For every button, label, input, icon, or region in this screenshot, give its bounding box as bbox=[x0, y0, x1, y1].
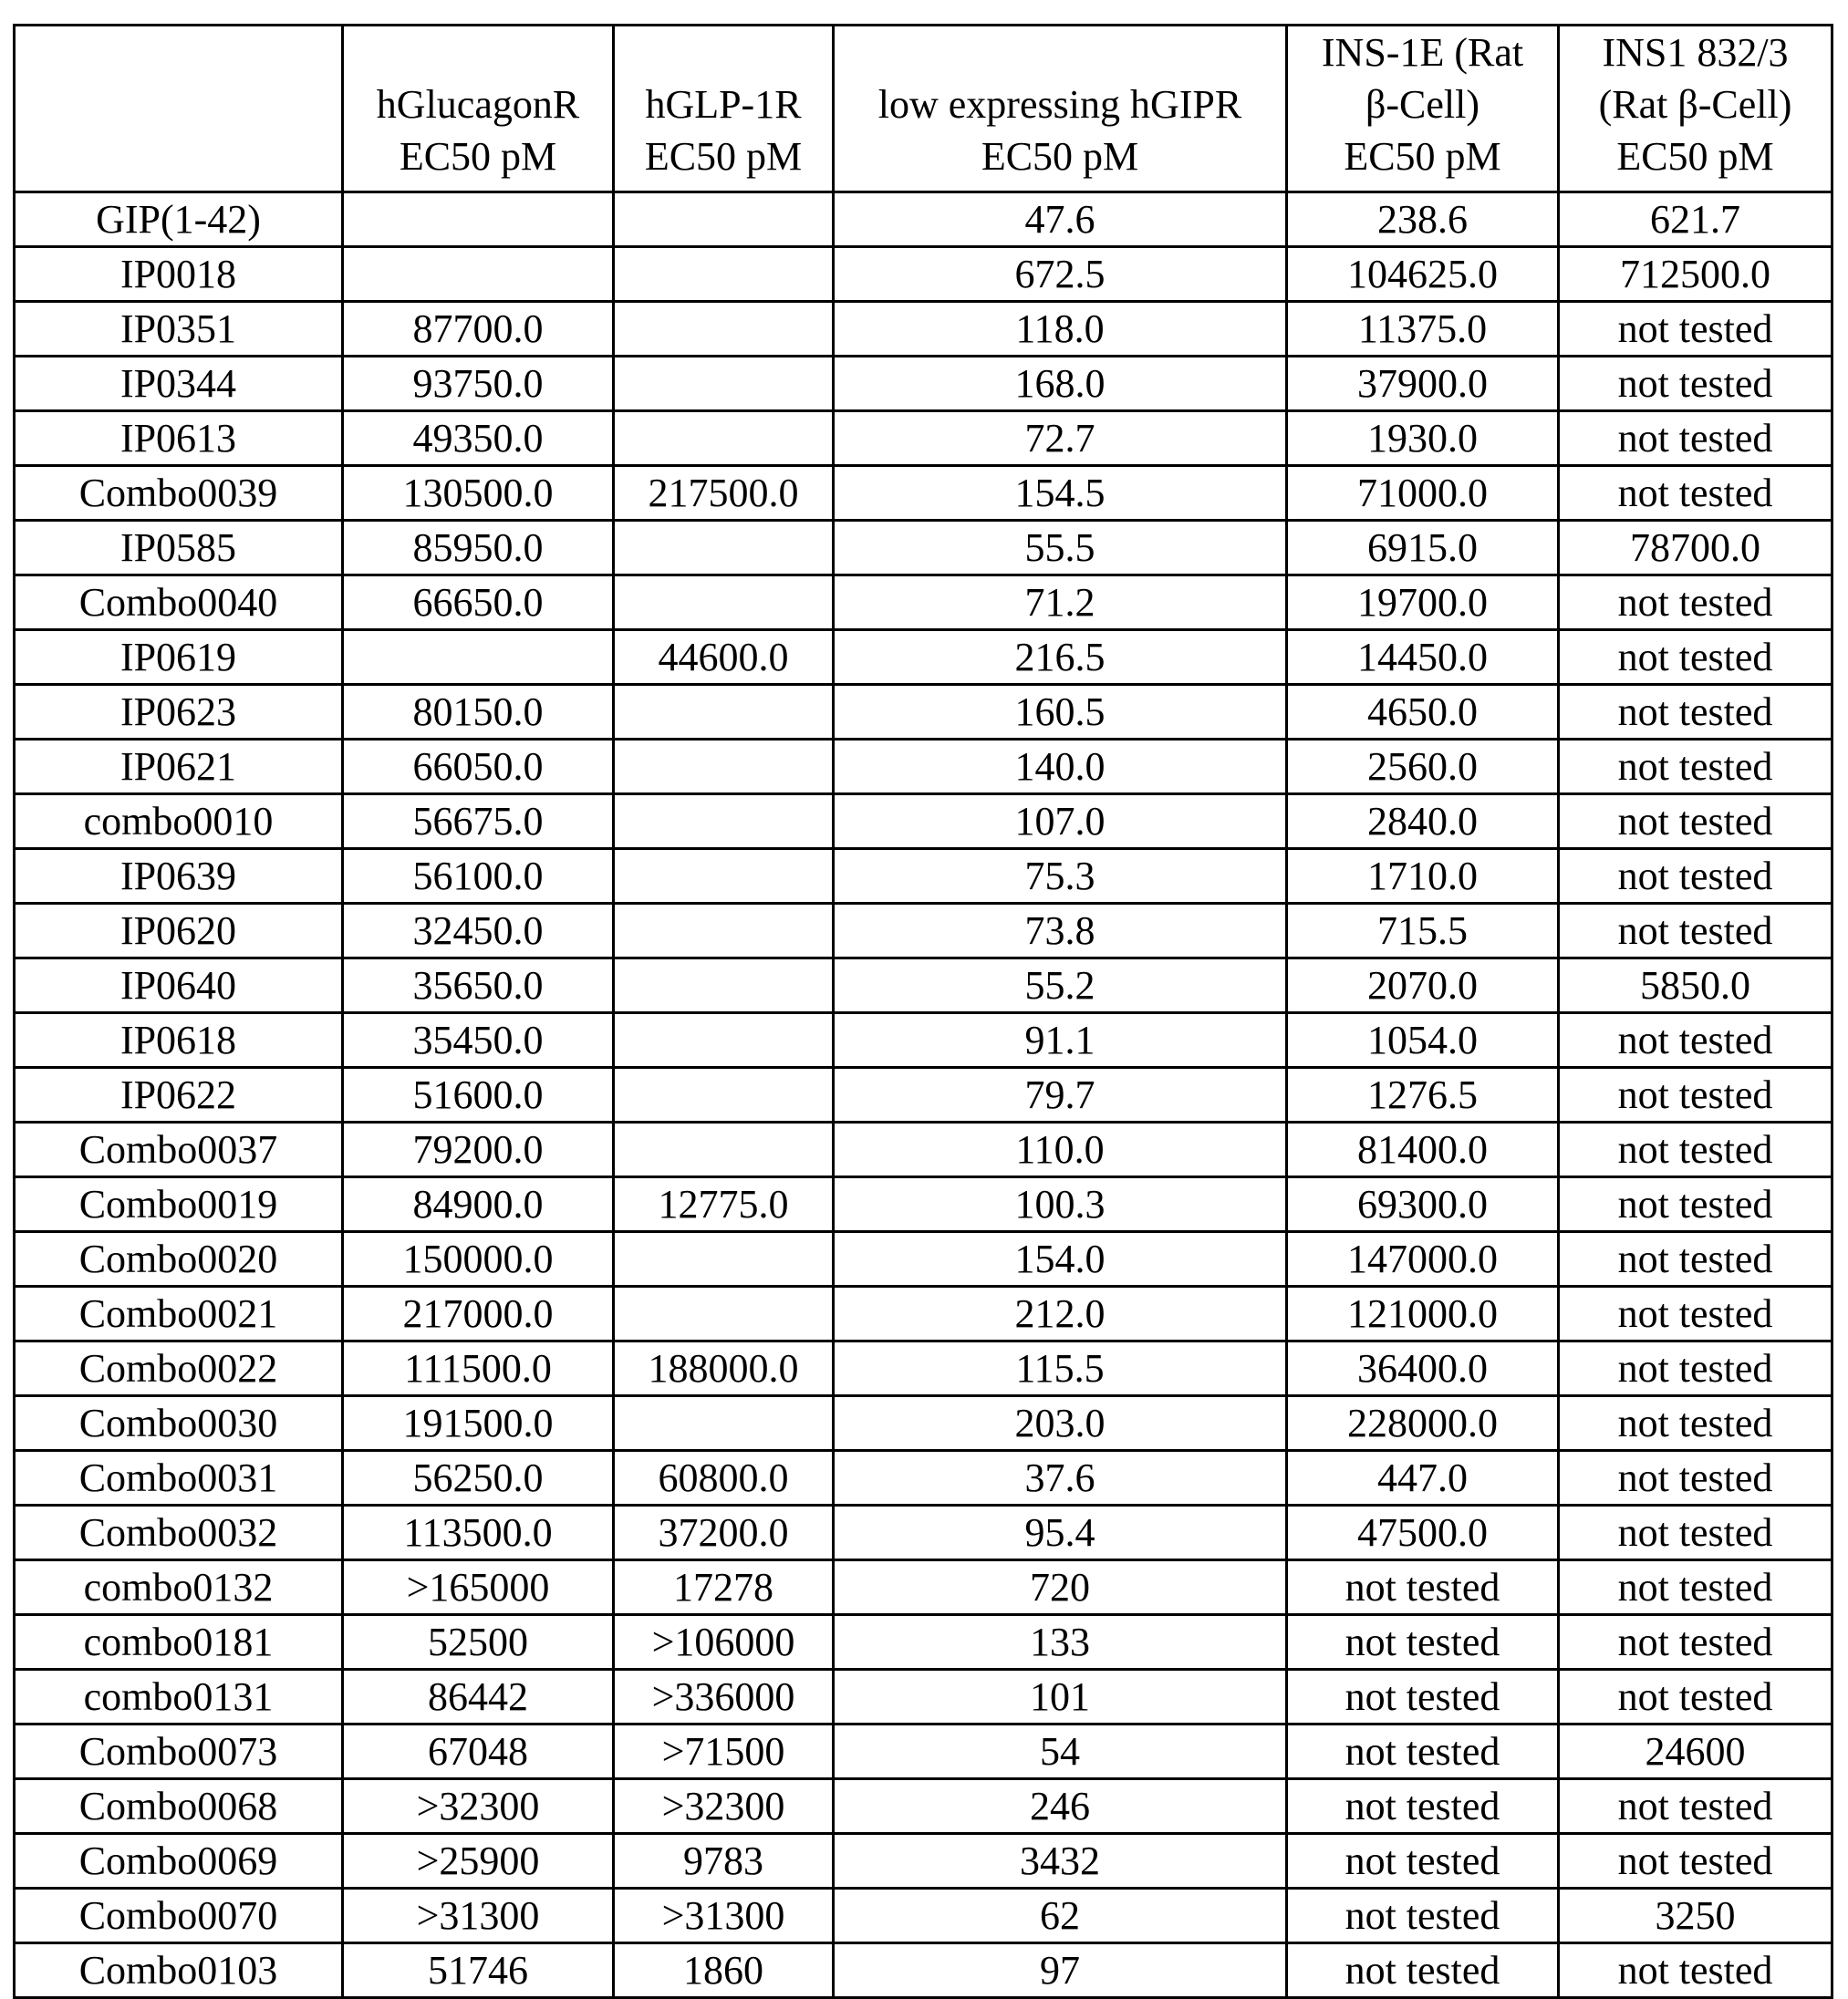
compound-cell: IP0618 bbox=[15, 1012, 343, 1067]
hglucagonr-cell: 150000.0 bbox=[343, 1231, 614, 1286]
low-hgipr-cell: 107.0 bbox=[834, 793, 1287, 848]
table-row bbox=[15, 1395, 1832, 1450]
low-hgipr-cell: 54 bbox=[834, 1724, 1287, 1778]
hglucagonr-cell: 130500.0 bbox=[343, 465, 614, 520]
ins1-832-3-cell: not tested bbox=[1559, 1395, 1832, 1450]
compound-cell: GIP(1-42) bbox=[15, 192, 343, 246]
low-hgipr-cell: 246 bbox=[834, 1778, 1287, 1833]
low-hgipr-cell: 100.3 bbox=[834, 1176, 1287, 1231]
hglp1r-cell: 217500.0 bbox=[614, 465, 834, 520]
low-hgipr-cell: 91.1 bbox=[834, 1012, 1287, 1067]
hglp1r-cell bbox=[614, 520, 834, 575]
compound-cell: IP0018 bbox=[15, 246, 343, 301]
ins1-832-3-cell: not tested bbox=[1559, 1505, 1832, 1559]
hglp1r-cell: >336000 bbox=[614, 1669, 834, 1724]
ins1e-cell: not tested bbox=[1287, 1888, 1559, 1942]
table-row bbox=[15, 684, 1832, 739]
header-line: hGlucagonR bbox=[376, 82, 580, 128]
ins1-832-3-cell: not tested bbox=[1559, 410, 1832, 465]
hglp1r-cell: >106000 bbox=[614, 1614, 834, 1669]
low-hgipr-cell: 154.5 bbox=[834, 465, 1287, 520]
ins1e-cell: 238.6 bbox=[1287, 192, 1559, 246]
hglucagonr-cell: 49350.0 bbox=[343, 410, 614, 465]
low-hgipr-cell: 720 bbox=[834, 1559, 1287, 1614]
ins1-832-3-cell: not tested bbox=[1559, 848, 1832, 903]
low-hgipr-cell: 212.0 bbox=[834, 1286, 1287, 1341]
ec50-table bbox=[13, 24, 1833, 1999]
ins1-832-3-cell: not tested bbox=[1559, 1669, 1832, 1724]
hglucagonr-cell: 67048 bbox=[343, 1724, 614, 1778]
ins1-832-3-cell: 24600 bbox=[1559, 1724, 1832, 1778]
header-compound bbox=[15, 26, 343, 192]
ins1e-cell: 36400.0 bbox=[1287, 1341, 1559, 1395]
compound-cell: Combo0019 bbox=[15, 1176, 343, 1231]
hglp1r-cell bbox=[614, 958, 834, 1012]
header-line: β-Cell) bbox=[1365, 82, 1480, 128]
ins1e-cell: 1710.0 bbox=[1287, 848, 1559, 903]
hglucagonr-cell: 56250.0 bbox=[343, 1450, 614, 1505]
ins1-832-3-cell: not tested bbox=[1559, 1942, 1832, 1997]
ins1-832-3-cell: not tested bbox=[1559, 1833, 1832, 1888]
ins1e-cell: not tested bbox=[1287, 1559, 1559, 1614]
hglp1r-cell: 1860 bbox=[614, 1942, 834, 1997]
ins1e-cell: 1276.5 bbox=[1287, 1067, 1559, 1122]
table-row bbox=[15, 1341, 1832, 1395]
hglucagonr-cell: 87700.0 bbox=[343, 301, 614, 356]
table-row bbox=[15, 1505, 1832, 1559]
table-row bbox=[15, 903, 1832, 958]
table-row bbox=[15, 356, 1832, 410]
hglucagonr-cell: 51600.0 bbox=[343, 1067, 614, 1122]
ins1-832-3-cell: not tested bbox=[1559, 1559, 1832, 1614]
hglp1r-cell: 188000.0 bbox=[614, 1341, 834, 1395]
ins1e-cell: 121000.0 bbox=[1287, 1286, 1559, 1341]
header-low-hgipr-ec50 bbox=[834, 26, 1287, 192]
ins1-832-3-cell: not tested bbox=[1559, 1012, 1832, 1067]
low-hgipr-cell: 95.4 bbox=[834, 1505, 1287, 1559]
ins1-832-3-cell: not tested bbox=[1559, 1286, 1832, 1341]
low-hgipr-cell: 118.0 bbox=[834, 301, 1287, 356]
ins1-832-3-cell: 78700.0 bbox=[1559, 520, 1832, 575]
hglucagonr-cell: 191500.0 bbox=[343, 1395, 614, 1450]
hglp1r-cell bbox=[614, 1122, 834, 1176]
compound-cell: IP0619 bbox=[15, 629, 343, 684]
low-hgipr-cell: 672.5 bbox=[834, 246, 1287, 301]
ins1-832-3-cell: not tested bbox=[1559, 1231, 1832, 1286]
table-row bbox=[15, 1122, 1832, 1176]
table-row bbox=[15, 520, 1832, 575]
compound-cell: Combo0022 bbox=[15, 1341, 343, 1395]
table-row bbox=[15, 301, 1832, 356]
low-hgipr-cell: 154.0 bbox=[834, 1231, 1287, 1286]
table-row bbox=[15, 465, 1832, 520]
hglp1r-cell bbox=[614, 848, 834, 903]
ins1-832-3-cell: not tested bbox=[1559, 1778, 1832, 1833]
ec50-table-container bbox=[13, 24, 1833, 1999]
ins1e-cell: 447.0 bbox=[1287, 1450, 1559, 1505]
low-hgipr-cell: 3432 bbox=[834, 1833, 1287, 1888]
hglp1r-cell bbox=[614, 246, 834, 301]
hglucagonr-cell bbox=[343, 629, 614, 684]
ins1e-cell: 69300.0 bbox=[1287, 1176, 1559, 1231]
table-row bbox=[15, 1942, 1832, 1997]
low-hgipr-cell: 71.2 bbox=[834, 575, 1287, 629]
ins1e-cell: not tested bbox=[1287, 1778, 1559, 1833]
ins1e-cell: 2560.0 bbox=[1287, 739, 1559, 793]
hglucagonr-cell: 79200.0 bbox=[343, 1122, 614, 1176]
ins1-832-3-cell: not tested bbox=[1559, 356, 1832, 410]
hglp1r-cell bbox=[614, 739, 834, 793]
ins1-832-3-cell: 5850.0 bbox=[1559, 958, 1832, 1012]
compound-cell: IP0620 bbox=[15, 903, 343, 958]
hglp1r-cell bbox=[614, 1067, 834, 1122]
ins1-832-3-cell: not tested bbox=[1559, 739, 1832, 793]
hglucagonr-cell: >32300 bbox=[343, 1778, 614, 1833]
table-row bbox=[15, 793, 1832, 848]
table-row bbox=[15, 1833, 1832, 1888]
compound-cell: combo0010 bbox=[15, 793, 343, 848]
ins1e-cell: 11375.0 bbox=[1287, 301, 1559, 356]
hglp1r-cell: 17278 bbox=[614, 1559, 834, 1614]
table-row bbox=[15, 629, 1832, 684]
hglp1r-cell bbox=[614, 793, 834, 848]
low-hgipr-cell: 203.0 bbox=[834, 1395, 1287, 1450]
compound-cell: IP0613 bbox=[15, 410, 343, 465]
header-line: (Rat β-Cell) bbox=[1598, 82, 1792, 128]
table-row bbox=[15, 958, 1832, 1012]
hglp1r-cell: >31300 bbox=[614, 1888, 834, 1942]
ins1-832-3-cell: not tested bbox=[1559, 465, 1832, 520]
table-row bbox=[15, 1176, 1832, 1231]
header-line: EC50 pM bbox=[981, 134, 1139, 180]
header-line: INS-1E (Rat bbox=[1321, 30, 1524, 75]
ins1e-cell: 71000.0 bbox=[1287, 465, 1559, 520]
header-line: EC50 pM bbox=[1616, 134, 1774, 180]
ins1e-cell: 47500.0 bbox=[1287, 1505, 1559, 1559]
low-hgipr-cell: 160.5 bbox=[834, 684, 1287, 739]
table-row bbox=[15, 246, 1832, 301]
compound-cell: Combo0070 bbox=[15, 1888, 343, 1942]
ins1-832-3-cell: not tested bbox=[1559, 793, 1832, 848]
hglp1r-cell bbox=[614, 410, 834, 465]
compound-cell: combo0181 bbox=[15, 1614, 343, 1669]
low-hgipr-cell: 216.5 bbox=[834, 629, 1287, 684]
table-row bbox=[15, 1559, 1832, 1614]
table-row bbox=[15, 1012, 1832, 1067]
ins1e-cell: 1930.0 bbox=[1287, 410, 1559, 465]
hglucagonr-cell: 66650.0 bbox=[343, 575, 614, 629]
header-hglucagonr-ec50 bbox=[343, 26, 614, 192]
low-hgipr-cell: 133 bbox=[834, 1614, 1287, 1669]
low-hgipr-cell: 55.2 bbox=[834, 958, 1287, 1012]
ins1e-cell: 104625.0 bbox=[1287, 246, 1559, 301]
hglucagonr-cell: >31300 bbox=[343, 1888, 614, 1942]
ins1e-cell: not tested bbox=[1287, 1669, 1559, 1724]
table-row bbox=[15, 848, 1832, 903]
ins1-832-3-cell: not tested bbox=[1559, 301, 1832, 356]
compound-cell: Combo0069 bbox=[15, 1833, 343, 1888]
hglucagonr-cell bbox=[343, 192, 614, 246]
ins1e-cell: 228000.0 bbox=[1287, 1395, 1559, 1450]
low-hgipr-cell: 115.5 bbox=[834, 1341, 1287, 1395]
header-line: EC50 pM bbox=[399, 134, 557, 180]
ins1-832-3-cell: not tested bbox=[1559, 629, 1832, 684]
compound-cell: IP0639 bbox=[15, 848, 343, 903]
hglucagonr-cell: 66050.0 bbox=[343, 739, 614, 793]
hglucagonr-cell: 85950.0 bbox=[343, 520, 614, 575]
table-row bbox=[15, 1286, 1832, 1341]
hglucagonr-cell: 35450.0 bbox=[343, 1012, 614, 1067]
compound-cell: combo0131 bbox=[15, 1669, 343, 1724]
hglucagonr-cell: 84900.0 bbox=[343, 1176, 614, 1231]
ins1e-cell: 19700.0 bbox=[1287, 575, 1559, 629]
ins1-832-3-cell: not tested bbox=[1559, 903, 1832, 958]
hglp1r-cell: >32300 bbox=[614, 1778, 834, 1833]
table-row bbox=[15, 1067, 1832, 1122]
compound-cell: Combo0068 bbox=[15, 1778, 343, 1833]
hglp1r-cell: 60800.0 bbox=[614, 1450, 834, 1505]
hglucagonr-cell: 52500 bbox=[343, 1614, 614, 1669]
ins1e-cell: 2070.0 bbox=[1287, 958, 1559, 1012]
ins1-832-3-cell: not tested bbox=[1559, 1341, 1832, 1395]
hglp1r-cell bbox=[614, 575, 834, 629]
hglp1r-cell bbox=[614, 903, 834, 958]
ins1e-cell: 2840.0 bbox=[1287, 793, 1559, 848]
hglp1r-cell bbox=[614, 1012, 834, 1067]
header-line: hGLP-1R bbox=[645, 82, 802, 128]
header-line: EC50 pM bbox=[644, 134, 803, 180]
hglucagonr-cell: 56100.0 bbox=[343, 848, 614, 903]
low-hgipr-cell: 75.3 bbox=[834, 848, 1287, 903]
table-row bbox=[15, 1724, 1832, 1778]
compound-cell: Combo0073 bbox=[15, 1724, 343, 1778]
hglp1r-cell bbox=[614, 1395, 834, 1450]
hglp1r-cell bbox=[614, 1286, 834, 1341]
table-row bbox=[15, 1888, 1832, 1942]
hglp1r-cell bbox=[614, 1231, 834, 1286]
compound-cell: Combo0037 bbox=[15, 1122, 343, 1176]
compound-cell: IP0622 bbox=[15, 1067, 343, 1122]
table-row bbox=[15, 1669, 1832, 1724]
header-ins1e-ec50 bbox=[1287, 26, 1559, 192]
ins1-832-3-cell: 621.7 bbox=[1559, 192, 1832, 246]
ins1e-cell: not tested bbox=[1287, 1833, 1559, 1888]
hglp1r-cell bbox=[614, 301, 834, 356]
ins1e-cell: 37900.0 bbox=[1287, 356, 1559, 410]
ins1e-cell: 81400.0 bbox=[1287, 1122, 1559, 1176]
compound-cell: IP0344 bbox=[15, 356, 343, 410]
hglucagonr-cell: 32450.0 bbox=[343, 903, 614, 958]
table-row bbox=[15, 1450, 1832, 1505]
ins1e-cell: 1054.0 bbox=[1287, 1012, 1559, 1067]
ins1e-cell: 14450.0 bbox=[1287, 629, 1559, 684]
compound-cell: IP0351 bbox=[15, 301, 343, 356]
compound-cell: IP0640 bbox=[15, 958, 343, 1012]
low-hgipr-cell: 168.0 bbox=[834, 356, 1287, 410]
ins1-832-3-cell: not tested bbox=[1559, 1450, 1832, 1505]
ins1e-cell: 6915.0 bbox=[1287, 520, 1559, 575]
ins1-832-3-cell: not tested bbox=[1559, 684, 1832, 739]
hglp1r-cell bbox=[614, 356, 834, 410]
low-hgipr-cell: 47.6 bbox=[834, 192, 1287, 246]
hglucagonr-cell: 113500.0 bbox=[343, 1505, 614, 1559]
low-hgipr-cell: 37.6 bbox=[834, 1450, 1287, 1505]
header-line: EC50 pM bbox=[1344, 134, 1501, 180]
low-hgipr-cell: 110.0 bbox=[834, 1122, 1287, 1176]
compound-cell: Combo0032 bbox=[15, 1505, 343, 1559]
ins1-832-3-cell: not tested bbox=[1559, 1614, 1832, 1669]
ins1e-cell: 715.5 bbox=[1287, 903, 1559, 958]
header-ins1-832-3-ec50 bbox=[1559, 26, 1832, 192]
hglucagonr-cell: 56675.0 bbox=[343, 793, 614, 848]
table-row bbox=[15, 192, 1832, 246]
hglucagonr-cell: 80150.0 bbox=[343, 684, 614, 739]
ins1-832-3-cell: not tested bbox=[1559, 1067, 1832, 1122]
low-hgipr-cell: 101 bbox=[834, 1669, 1287, 1724]
table-row bbox=[15, 1231, 1832, 1286]
low-hgipr-cell: 73.8 bbox=[834, 903, 1287, 958]
low-hgipr-cell: 72.7 bbox=[834, 410, 1287, 465]
header-line: INS1 832/3 bbox=[1602, 30, 1789, 75]
ins1e-cell: not tested bbox=[1287, 1724, 1559, 1778]
compound-cell: IP0621 bbox=[15, 739, 343, 793]
ins1-832-3-cell: not tested bbox=[1559, 1176, 1832, 1231]
compound-cell: IP0585 bbox=[15, 520, 343, 575]
table-row bbox=[15, 1778, 1832, 1833]
hglucagonr-cell: 93750.0 bbox=[343, 356, 614, 410]
header-line: low expressing hGIPR bbox=[877, 82, 1242, 128]
low-hgipr-cell: 97 bbox=[834, 1942, 1287, 1997]
compound-cell: IP0623 bbox=[15, 684, 343, 739]
hglucagonr-cell: >25900 bbox=[343, 1833, 614, 1888]
hglucagonr-cell: 217000.0 bbox=[343, 1286, 614, 1341]
table-header bbox=[15, 26, 1832, 192]
ins1-832-3-cell: not tested bbox=[1559, 575, 1832, 629]
table-row bbox=[15, 410, 1832, 465]
ins1e-cell: not tested bbox=[1287, 1614, 1559, 1669]
compound-cell: Combo0030 bbox=[15, 1395, 343, 1450]
ins1-832-3-cell: 3250 bbox=[1559, 1888, 1832, 1942]
compound-cell: Combo0103 bbox=[15, 1942, 343, 1997]
hglp1r-cell: 9783 bbox=[614, 1833, 834, 1888]
low-hgipr-cell: 140.0 bbox=[834, 739, 1287, 793]
compound-cell: Combo0039 bbox=[15, 465, 343, 520]
table-row bbox=[15, 1614, 1832, 1669]
hglp1r-cell: 37200.0 bbox=[614, 1505, 834, 1559]
low-hgipr-cell: 55.5 bbox=[834, 520, 1287, 575]
ins1-832-3-cell: 712500.0 bbox=[1559, 246, 1832, 301]
compound-cell: Combo0020 bbox=[15, 1231, 343, 1286]
low-hgipr-cell: 79.7 bbox=[834, 1067, 1287, 1122]
hglucagonr-cell: >165000 bbox=[343, 1559, 614, 1614]
ins1-832-3-cell: not tested bbox=[1559, 1122, 1832, 1176]
hglucagonr-cell: 51746 bbox=[343, 1942, 614, 1997]
hglp1r-cell bbox=[614, 192, 834, 246]
hglp1r-cell: >71500 bbox=[614, 1724, 834, 1778]
ins1e-cell: 4650.0 bbox=[1287, 684, 1559, 739]
hglucagonr-cell: 86442 bbox=[343, 1669, 614, 1724]
compound-cell: Combo0021 bbox=[15, 1286, 343, 1341]
hglucagonr-cell: 35650.0 bbox=[343, 958, 614, 1012]
header-hglp1r-ec50 bbox=[614, 26, 834, 192]
hglp1r-cell: 12775.0 bbox=[614, 1176, 834, 1231]
hglp1r-cell bbox=[614, 684, 834, 739]
table-row bbox=[15, 575, 1832, 629]
ins1e-cell: 147000.0 bbox=[1287, 1231, 1559, 1286]
header-row bbox=[15, 26, 1832, 192]
compound-cell: combo0132 bbox=[15, 1559, 343, 1614]
hglp1r-cell: 44600.0 bbox=[614, 629, 834, 684]
hglucagonr-cell: 111500.0 bbox=[343, 1341, 614, 1395]
compound-cell: Combo0031 bbox=[15, 1450, 343, 1505]
ins1e-cell: not tested bbox=[1287, 1942, 1559, 1997]
table-row bbox=[15, 739, 1832, 793]
compound-cell: Combo0040 bbox=[15, 575, 343, 629]
hglucagonr-cell bbox=[343, 246, 614, 301]
low-hgipr-cell: 62 bbox=[834, 1888, 1287, 1942]
table-body bbox=[15, 192, 1832, 1997]
